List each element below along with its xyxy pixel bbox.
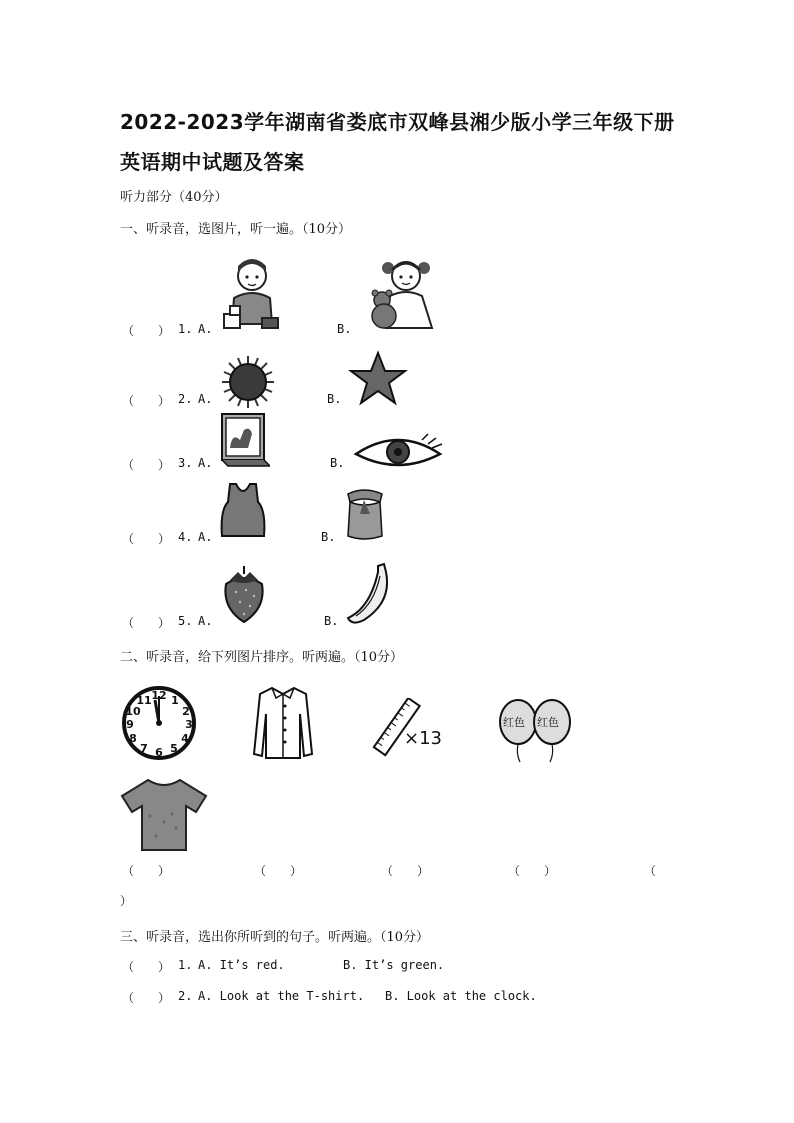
s1-item4-bracket[interactable]: （ ） [122, 532, 171, 546]
shirt-image [250, 684, 316, 760]
s2-bracket-1[interactable]: （ ） [122, 864, 171, 878]
s1-item3-bracket[interactable]: （ ） [122, 458, 171, 472]
section1-heading: 一、听录音，选图片，听一遍。（10分） [120, 222, 352, 237]
s1-item2-num: 2. [178, 392, 193, 406]
s3-item1-option-b: B. It’s green. [343, 958, 445, 972]
s1-item5-a-label: A. [198, 614, 213, 628]
s1-item2-a-label: A. [198, 392, 213, 406]
s1-item5-num: 5. [178, 614, 193, 628]
s1-item2-bracket[interactable]: （ ） [122, 394, 171, 408]
s1-item3-num: 3. [178, 456, 193, 470]
s3-item2-num: 2. [178, 989, 193, 1003]
s1-item4-b-label: B. [321, 530, 336, 544]
s2-bracket-4[interactable]: （ ） [508, 864, 557, 878]
balloon-right-label: 红色 [537, 716, 559, 729]
s3-item2-bracket[interactable]: （ ） [122, 991, 171, 1005]
boy-with-blocks-image [218, 254, 282, 334]
page-title-line2: 英语期中试题及答案 [120, 150, 305, 174]
svg-text:11: 11 [136, 694, 152, 707]
s1-item3-b-label: B. [330, 456, 345, 470]
listening-part-label: 听力部分（40分） [120, 190, 228, 205]
sun-image [220, 354, 276, 410]
s1-item1-bracket[interactable]: （ ） [122, 324, 171, 338]
svg-text:7: 7 [140, 742, 148, 755]
s2-bracket-5-close: ） [120, 894, 133, 908]
strawberry-image [218, 564, 270, 626]
eye-image [352, 432, 444, 472]
red-balloons-image [498, 696, 576, 764]
svg-text:2: 2 [182, 705, 190, 718]
star-image [348, 350, 408, 406]
svg-text:1: 1 [171, 694, 179, 707]
s3-item1-bracket[interactable]: （ ） [122, 960, 171, 974]
svg-text:9: 9 [126, 718, 134, 731]
ruler-count-label: ×13 [404, 728, 442, 749]
girl-with-teddy-bear-image [360, 252, 440, 336]
clock-image [120, 682, 198, 762]
section3-heading: 三、听录音，选出你所听到的句子。听两遍。（10分） [120, 930, 430, 945]
s3-item1-option-a: A. It’s red. [198, 958, 285, 972]
s2-bracket-3[interactable]: （ ） [381, 864, 430, 878]
section2-heading: 二、听录音，给下列图片排序。听两遍。（10分） [120, 650, 404, 665]
s1-item1-num: 1. [178, 322, 193, 336]
book-image [218, 410, 270, 468]
vest-image [218, 480, 268, 542]
svg-text:3: 3 [185, 718, 193, 731]
s1-item2-b-label: B. [327, 392, 342, 406]
s1-item1-b-label: B. [337, 322, 352, 336]
svg-text:10: 10 [125, 705, 141, 718]
s1-item1-a-label: A. [198, 322, 213, 336]
s3-item2-option-b: B. Look at the clock. [385, 989, 537, 1003]
banana-image [344, 562, 392, 628]
s1-item4-a-label: A. [198, 530, 213, 544]
s2-bracket-2[interactable]: （ ） [254, 864, 303, 878]
s3-item2-option-a: A. Look at the T-shirt. [198, 989, 365, 1003]
s2-bracket-5-open[interactable]: （ [644, 864, 657, 878]
svg-text:12: 12 [151, 689, 167, 702]
s3-item1-num: 1. [178, 958, 193, 972]
svg-text:8: 8 [129, 732, 137, 745]
svg-text:5: 5 [170, 742, 178, 755]
svg-text:6: 6 [155, 746, 163, 759]
s1-item4-num: 4. [178, 530, 193, 544]
s1-item3-a-label: A. [198, 456, 213, 470]
balloon-left-label: 红色 [503, 716, 525, 729]
scarf-image [342, 484, 388, 544]
svg-text:4: 4 [181, 732, 189, 745]
page-title-line1: 2022-2023学年湖南省娄底市双峰县湘少版小学三年级下册 [120, 110, 675, 134]
s1-item5-bracket[interactable]: （ ） [122, 616, 171, 630]
s1-item5-b-label: B. [324, 614, 339, 628]
t-shirt-image [120, 776, 208, 852]
